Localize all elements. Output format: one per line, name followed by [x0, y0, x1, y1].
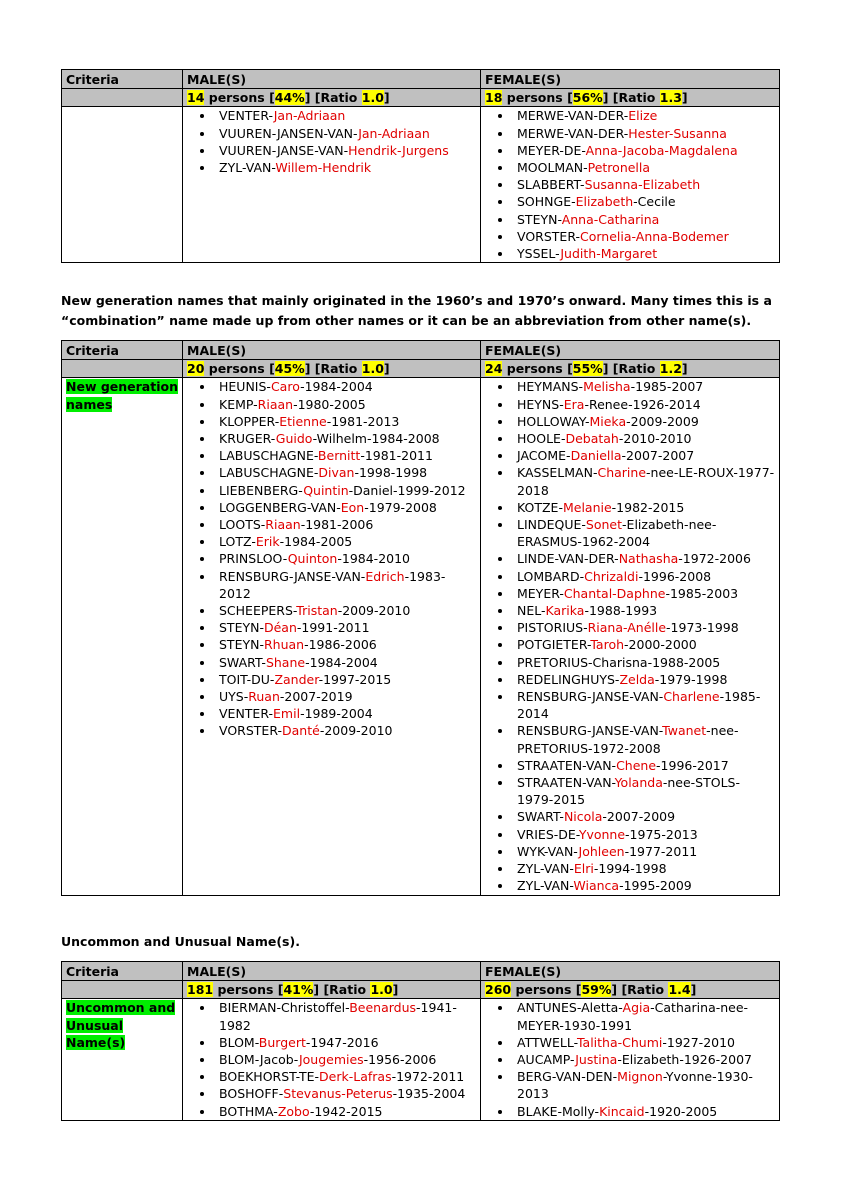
- given-name: Tristan: [296, 603, 338, 619]
- person-count: 18: [485, 90, 503, 106]
- ratio-value: 1.0: [361, 90, 384, 106]
- male-stats: 20 persons [45%] [Ratio 1.0]: [183, 360, 481, 378]
- given-name: Caro: [270, 379, 301, 395]
- name-entry: • VENTER-Emil-1989-2004: [215, 705, 476, 722]
- name-entry: • KEMP-Riaan-1980-2005: [215, 396, 476, 413]
- given-name: Melisha: [583, 379, 631, 395]
- given-name: Riana-Anélle: [587, 620, 667, 636]
- name-entry: • STEYN-Déan-1991-2011: [215, 619, 476, 636]
- female-header: FEMALE(S): [481, 341, 780, 360]
- names-row: [62, 378, 780, 895]
- male-stats: 14 persons [44%] [Ratio 1.0]: [183, 89, 481, 107]
- name-entry: • LABUSCHAGNE-Bernitt-1981-2011: [215, 447, 476, 464]
- name-entry: • VENTER-Jan-Adriaan: [215, 107, 476, 124]
- name-entry: • KLOPPER-Etienne-1981-2013: [215, 413, 476, 430]
- name-entry: • KASSELMAN-Charine-nee-LE-ROUX-1977-2018: [513, 464, 775, 498]
- given-name: Jougemies: [298, 1052, 364, 1068]
- given-name: Jan-Adriaan: [273, 108, 346, 124]
- percentage: 41%: [283, 982, 314, 998]
- given-name: Burgert: [258, 1034, 306, 1050]
- given-name: Eon: [340, 499, 365, 515]
- name-entry: • ZYL-VAN-Elri-1994-1998: [513, 860, 775, 877]
- given-name: Erik: [255, 534, 280, 550]
- name-entry: • VORSTER-Danté-2009-2010: [215, 722, 476, 739]
- given-name: Riaan: [257, 396, 294, 412]
- given-name: Elizabeth: [575, 194, 634, 210]
- table-header-row: [62, 962, 780, 981]
- name-entry: • SOHNGE-Elizabeth-Cecile: [513, 193, 775, 210]
- given-name: Zander: [274, 671, 319, 687]
- given-name: Charlene: [663, 689, 720, 705]
- name-entry: • ATTWELL-Talitha-Chumi-1927-2010: [513, 1034, 775, 1051]
- name-entry: • JACOME-Daniella-2007-2007: [513, 447, 775, 464]
- table-header-row: [62, 70, 780, 89]
- name-entry: • TOIT-DU-Zander-1997-2015: [215, 671, 476, 688]
- female-stats: 24 persons [55%] [Ratio 1.2]: [481, 360, 780, 378]
- criteria-cell: [62, 999, 183, 1120]
- name-entry: • SWART-Nicola-2007-2009: [513, 808, 775, 825]
- given-name: Era: [563, 396, 585, 412]
- name-entry: • BIERMAN-Christoffel-Beenardus-1941-1982: [215, 999, 476, 1033]
- female-names-list: [485, 378, 775, 894]
- given-name: Stevanus-Peterus: [283, 1086, 393, 1102]
- female-names-list: [485, 999, 775, 1119]
- name-entry: • STEYN-Anna-Catharina: [513, 211, 775, 228]
- given-name: Debatah: [565, 431, 619, 447]
- female-stats: 18 persons [56%] [Ratio 1.3]: [481, 89, 780, 107]
- name-entry: • ANTUNES-Aletta-Agia-Catharina-nee-MEYER-1930-1991: [513, 999, 775, 1033]
- name-entry: • RENSBURG-JANSE-VAN-Edrich-1983-2012: [215, 568, 476, 602]
- male-header: MALE(S): [183, 341, 481, 360]
- ratio-value: 1.3: [659, 90, 682, 106]
- name-entry: • REDELINGHUYS-Zelda-1979-1998: [513, 671, 775, 688]
- given-name: Justina: [575, 1052, 618, 1068]
- given-name: Susanna-Elizabeth: [584, 177, 701, 193]
- name-entry: • BOSHOFF-Stevanus-Peterus-1935-2004: [215, 1085, 476, 1102]
- person-count: 181: [187, 982, 214, 998]
- name-entry: • LABUSCHAGNE-Divan-1998-1998: [215, 464, 476, 481]
- names-table-3: [61, 961, 780, 1121]
- given-name: Talitha-Chumi: [576, 1034, 663, 1050]
- given-name: Beenardus: [349, 1000, 417, 1016]
- name-entry: • BLOM-Jacob-Jougemies-1956-2006: [215, 1051, 476, 1068]
- given-name: Anna-Catharina: [561, 211, 660, 227]
- name-entry: • LOGGENBERG-VAN-Eon-1979-2008: [215, 499, 476, 516]
- given-name: Taroh: [590, 637, 625, 653]
- section-intro-new-generation: New generation names that mainly originated in the 1960’s and 1970’s onward. Many times this is a “combination” name made up from other names or it can be an abbreviation from other name(s).: [61, 293, 772, 328]
- name-entry: • STRAATEN-VAN-Yolanda-nee-STOLS-1979-2015: [513, 774, 775, 808]
- name-entry: • RENSBURG-JANSE-VAN-Charlene-1985-2014: [513, 688, 775, 722]
- given-name: Elri: [573, 861, 594, 877]
- name-entry: • LIEBENBERG-Quintin-Daniel-1999-2012: [215, 482, 476, 499]
- name-entry: • BERG-VAN-DEN-Mignon-Yvonne-1930-2013: [513, 1068, 775, 1102]
- person-count: 24: [485, 361, 503, 377]
- given-name: Mieka: [589, 413, 627, 429]
- given-name: Karika: [545, 603, 585, 619]
- name-entry: • KOTZE-Melanie-1982-2015: [513, 499, 775, 516]
- name-entry: • YSSEL-Judith-Margaret: [513, 245, 775, 262]
- table-header-row: [62, 341, 780, 360]
- criteria-label: New generation names: [66, 379, 178, 412]
- name-entry: • MERWE-VAN-DER-Hester-Susanna: [513, 125, 775, 142]
- criteria-cell: [62, 107, 183, 263]
- ratio-value: 1.0: [370, 982, 393, 998]
- given-name: Charine: [597, 465, 647, 481]
- percentage: 59%: [581, 982, 612, 998]
- name-entry: • SWART-Shane-1984-2004: [215, 654, 476, 671]
- male-names-list: [187, 107, 476, 176]
- given-name: Divan: [318, 465, 355, 481]
- given-name: Shane: [265, 654, 306, 670]
- criteria-cell: [62, 378, 183, 895]
- given-name: Daniella: [570, 448, 622, 464]
- percentage: 56%: [572, 90, 603, 106]
- given-name: Wianca: [573, 878, 620, 894]
- name-entry: • NEL-Karika-1988-1993: [513, 602, 775, 619]
- given-name: Guido: [275, 431, 313, 447]
- percentage: 45%: [274, 361, 305, 377]
- name-entry: • VUUREN-JANSEN-VAN-Jan-Adriaan: [215, 125, 476, 142]
- given-name: Yvonne: [578, 826, 626, 842]
- name-entry: • WYK-VAN-Johleen-1977-2011: [513, 843, 775, 860]
- given-name: Petronella: [587, 160, 651, 176]
- given-name: Chantal-Daphne: [563, 585, 666, 601]
- names-row: [62, 999, 780, 1120]
- name-entry: • MERWE-VAN-DER-Elize: [513, 107, 775, 124]
- section-intro-uncommon: Uncommon and Unusual Name(s).: [61, 934, 300, 949]
- female-stats: 260 persons [59%] [Ratio 1.4]: [481, 981, 780, 999]
- name-entry: • AUCAMP-Justina-Elizabeth-1926-2007: [513, 1051, 775, 1068]
- given-name: Edrich: [365, 568, 405, 584]
- male-names-list: [187, 999, 476, 1119]
- name-entry: • BLOM-Burgert-1947-2016: [215, 1034, 476, 1051]
- given-name: Jan-Adriaan: [358, 125, 430, 141]
- criteria-header: Criteria: [62, 70, 183, 89]
- given-name: Quintin: [303, 482, 349, 498]
- ratio-value: 1.4: [668, 982, 691, 998]
- name-entry: • BLAKE-Molly-Kincaid-1920-2005: [513, 1103, 775, 1120]
- name-entry: • PRETORIUS-Charisna-1988-2005: [513, 654, 775, 671]
- given-name: Sonet: [585, 517, 623, 533]
- criteria-header: Criteria: [62, 962, 183, 981]
- given-name: Chene: [616, 757, 657, 773]
- name-entry: • HEYNS-Era-Renee-1926-2014: [513, 396, 775, 413]
- name-entry: • LOMBARD-Chrizaldi-1996-2008: [513, 568, 775, 585]
- given-name: Ruan: [248, 689, 280, 705]
- given-name: Twanet: [662, 723, 707, 739]
- given-name: Melanie: [562, 499, 612, 515]
- male-stats: 181 persons [41%] [Ratio 1.0]: [183, 981, 481, 999]
- name-entry: • KRUGER-Guido-Wilhelm-1984-2008: [215, 430, 476, 447]
- male-header: MALE(S): [183, 962, 481, 981]
- name-entry: • MEYER-DE-Anna-Jacoba-Magdalena: [513, 142, 775, 159]
- given-name: Hendrik-Jurgens: [348, 142, 449, 158]
- given-name: Elize: [628, 108, 658, 124]
- names-table-2: [61, 340, 780, 896]
- name-entry: • BOEKHORST-TE-Derk-Lafras-1972-2011: [215, 1068, 476, 1085]
- stats-row: [62, 981, 780, 999]
- name-entry: • MEYER-Chantal-Daphne-1985-2003: [513, 585, 775, 602]
- ratio-value: 1.0: [361, 361, 384, 377]
- name-entry: • PRINSLOO-Quinton-1984-2010: [215, 550, 476, 567]
- name-entry: • SCHEEPERS-Tristan-2009-2010: [215, 602, 476, 619]
- given-name: Nicola: [563, 809, 603, 825]
- female-header: FEMALE(S): [481, 70, 780, 89]
- name-entry: • LINDEQUE-Sonet-Elizabeth-nee-ERASMUS-1962-2004: [513, 516, 775, 550]
- name-entry: • SLABBERT-Susanna-Elizabeth: [513, 176, 775, 193]
- name-entry: • HOLLOWAY-Mieka-2009-2009: [513, 413, 775, 430]
- person-count: 20: [187, 361, 205, 377]
- person-count: 14: [187, 90, 205, 106]
- name-entry: • STRAATEN-VAN-Chene-1996-2017: [513, 757, 775, 774]
- name-entry: • RENSBURG-JANSE-VAN-Twanet-nee-PRETORIUS-1972-2008: [513, 722, 775, 756]
- given-name: Danté: [282, 723, 320, 739]
- given-name: Bernitt: [317, 448, 361, 464]
- given-name: Nathasha: [618, 551, 679, 567]
- given-name: Rhuan: [263, 637, 305, 653]
- names-table-1: [61, 69, 780, 263]
- name-entry: • STEYN-Rhuan-1986-2006: [215, 636, 476, 653]
- name-entry: • LINDE-VAN-DER-Nathasha-1972-2006: [513, 550, 775, 567]
- given-name: Willem-Hendrik: [275, 160, 372, 176]
- name-entry: • BOTHMA-Zobo-1942-2015: [215, 1103, 476, 1120]
- given-name: Johleen: [578, 843, 625, 859]
- ratio-value: 1.2: [659, 361, 682, 377]
- name-entry: • VORSTER-Cornelia-Anna-Bodemer: [513, 228, 775, 245]
- name-entry: • LOOTS-Riaan-1981-2006: [215, 516, 476, 533]
- male-header: MALE(S): [183, 70, 481, 89]
- given-name: Hester-Susanna: [628, 125, 727, 141]
- given-name: Agia: [622, 1000, 651, 1016]
- given-name: Riaan: [265, 517, 301, 533]
- given-name: Zelda: [619, 671, 655, 687]
- given-name: Cornelia-Anna-Bodemer: [580, 228, 729, 244]
- male-names-list: [187, 378, 476, 739]
- names-row: [62, 107, 780, 263]
- stats-row: [62, 89, 780, 107]
- name-entry: • HEUNIS-Caro-1984-2004: [215, 378, 476, 395]
- given-name: Déan: [263, 620, 297, 636]
- name-entry: • ZYL-VAN-Wianca-1995-2009: [513, 877, 775, 894]
- percentage: 55%: [572, 361, 603, 377]
- given-name: Quinton: [287, 551, 338, 567]
- name-entry: • VUUREN-JANSE-VAN-Hendrik-Jurgens: [215, 142, 476, 159]
- given-name: Anna-Jacoba-Magdalena: [585, 142, 738, 158]
- name-entry: • LOTZ-Erik-1984-2005: [215, 533, 476, 550]
- given-name: Kincaid: [599, 1103, 645, 1119]
- given-name: Emil: [273, 706, 301, 722]
- given-name: Zobo: [277, 1103, 310, 1119]
- given-name: Mignon: [617, 1069, 663, 1085]
- female-header: FEMALE(S): [481, 962, 780, 981]
- given-name: Judith-Margaret: [560, 246, 658, 262]
- name-entry: • VRIES-DE-Yvonne-1975-2013: [513, 826, 775, 843]
- name-entry: • PISTORIUS-Riana-Anélle-1973-1998: [513, 619, 775, 636]
- percentage: 44%: [274, 90, 305, 106]
- name-entry: • HOOLE-Debatah-2010-2010: [513, 430, 775, 447]
- name-entry: • HEYMANS-Melisha-1985-2007: [513, 378, 775, 395]
- name-entry: • MOOLMAN-Petronella: [513, 159, 775, 176]
- given-name: Chrizaldi: [584, 568, 639, 584]
- criteria-header: Criteria: [62, 341, 183, 360]
- given-name: Etienne: [279, 413, 327, 429]
- female-names-list: [485, 107, 775, 262]
- name-entry: • ZYL-VAN-Willem-Hendrik: [215, 159, 476, 176]
- given-name: Yolanda: [614, 775, 663, 791]
- given-name: Derk-Lafras: [319, 1069, 392, 1085]
- name-entry: • POTGIETER-Taroh-2000-2000: [513, 636, 775, 653]
- criteria-label: Uncommon and Unusual Name(s): [66, 1000, 176, 1050]
- person-count: 260: [485, 982, 512, 998]
- stats-row: [62, 360, 780, 378]
- name-entry: • UYS-Ruan-2007-2019: [215, 688, 476, 705]
